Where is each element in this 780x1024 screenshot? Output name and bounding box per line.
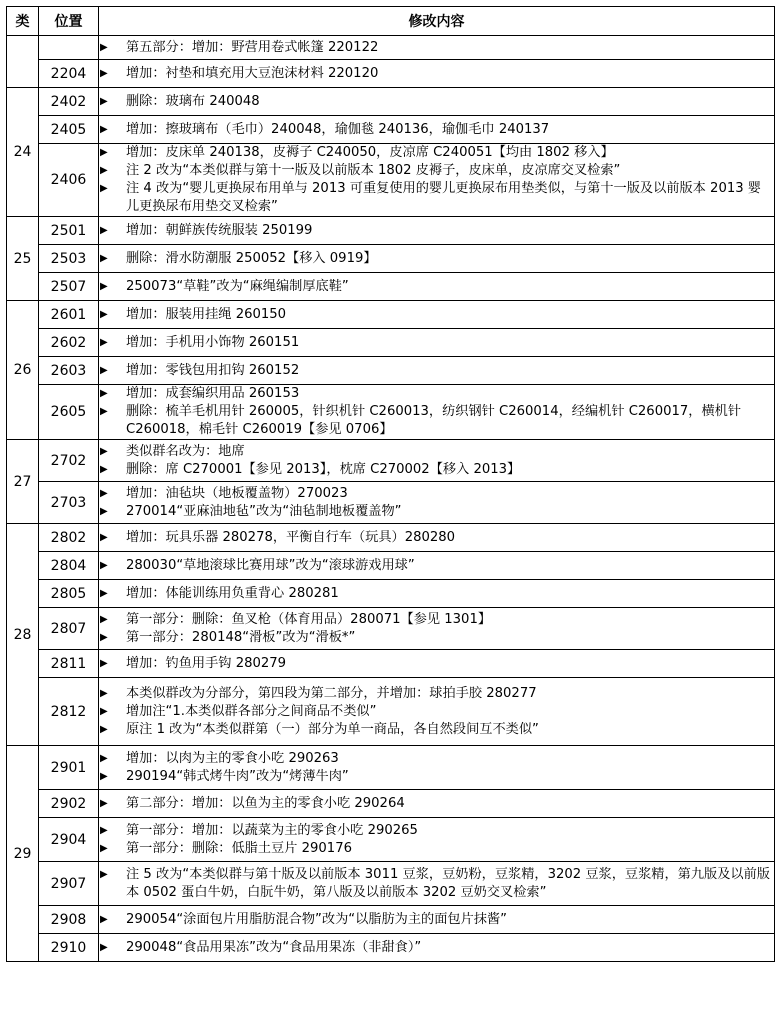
content-line [99, 485, 774, 503]
arrow-bullet-icon: ▶ [100, 913, 108, 925]
arrow-bullet-icon: ▶ [100, 336, 108, 348]
content-cell [99, 524, 775, 552]
content-text: 增加：体能训练用负重背心 280281 [126, 585, 339, 601]
content-line [99, 93, 774, 111]
arrow-bullet-icon: ▶ [100, 705, 108, 717]
table-row [7, 385, 775, 440]
content-text: 删除：席 C270001【参见 2013】，枕席 C270002【移入 2013】 [126, 461, 521, 477]
position-cell: 2804 [39, 552, 99, 580]
table-row [7, 678, 775, 746]
content-text: 本类似群改为分部分，第四段为第二部分，并增加：球拍手胶 280277 [126, 685, 537, 701]
position-cell: 2910 [39, 934, 99, 962]
arrow-bullet-icon: ▶ [100, 797, 108, 809]
table-row [7, 790, 775, 818]
content-line [99, 721, 774, 739]
position-cell: 2907 [39, 862, 99, 906]
content-text: 增加：皮床单 240138，皮褥子 C240050，皮凉席 C240051【均由 1802 移入】 [126, 145, 614, 160]
arrow-bullet-icon: ▶ [100, 824, 108, 836]
content-line [99, 162, 774, 180]
content-text: 250073“草鞋”改为“麻绳编制厚底鞋” [126, 278, 349, 294]
class-cell: 29 [7, 746, 39, 962]
content-text: 增加：玩具乐器 280278，平衡自行车（玩具）280280 [126, 529, 456, 545]
arrow-bullet-icon: ▶ [100, 770, 108, 782]
table-row [7, 934, 775, 962]
arrow-bullet-icon: ▶ [100, 224, 108, 236]
arrow-bullet-icon: ▶ [100, 123, 108, 135]
arrow-bullet-icon: ▶ [100, 388, 108, 399]
table-row [7, 36, 775, 60]
arrow-bullet-icon: ▶ [100, 631, 108, 643]
content-line [99, 768, 774, 786]
content-cell [99, 273, 775, 301]
content-line [99, 795, 774, 813]
class-cell: 27 [7, 440, 39, 524]
table-row [7, 580, 775, 608]
arrow-bullet-icon: ▶ [100, 463, 108, 475]
position-cell: 2904 [39, 818, 99, 862]
content-cell [99, 329, 775, 357]
content-text: 删除：玻璃布 240048 [126, 93, 260, 109]
table-row [7, 301, 775, 329]
content-text: 注 4 改为“婴儿更换尿布用单与 2013 可重复使用的婴儿更换尿布用垫类似，与第十一版及以前版本 2013 婴儿更换尿布用垫交叉检索” [126, 181, 761, 214]
content-cell [99, 790, 775, 818]
table-row [7, 245, 775, 273]
content-line [99, 65, 774, 83]
content-line [99, 278, 774, 296]
content-line [99, 822, 774, 840]
content-line [99, 685, 774, 703]
position-cell: 2901 [39, 746, 99, 790]
position-cell: 2602 [39, 329, 99, 357]
content-cell [99, 385, 775, 440]
arrow-bullet-icon: ▶ [100, 183, 108, 194]
arrow-bullet-icon: ▶ [100, 252, 108, 264]
content-line [99, 911, 774, 929]
content-cell [99, 217, 775, 245]
content-line [99, 362, 774, 380]
table-row [7, 144, 775, 217]
header-position: 位置 [39, 7, 99, 36]
table-row [7, 552, 775, 580]
content-text: 290194“韩式烤牛肉”改为“烤薄牛肉” [126, 768, 349, 784]
position-cell: 2703 [39, 482, 99, 524]
arrow-bullet-icon: ▶ [100, 587, 108, 599]
content-line [99, 461, 774, 479]
content-cell [99, 482, 775, 524]
table-row [7, 329, 775, 357]
content-text: 290054“涂面包片用脂肪混合物”改为“以脂肪为主的面包片抹酱” [126, 911, 507, 927]
class-cell: 25 [7, 217, 39, 301]
content-line [99, 39, 774, 57]
content-text: 注 2 改为“本类似群与第十一版及以前版本 1802 皮褥子，皮床单，皮凉席交叉检索” [126, 163, 621, 178]
table-body [7, 36, 775, 962]
content-text: 第二部分：增加：以鱼为主的零食小吃 290264 [126, 795, 405, 811]
content-cell [99, 60, 775, 88]
table-row [7, 116, 775, 144]
position-cell: 2405 [39, 116, 99, 144]
content-cell [99, 746, 775, 790]
table-row [7, 357, 775, 385]
content-text: 第五部分：增加：野营用卷式帐篷 220122 [126, 39, 379, 55]
content-line [99, 385, 774, 403]
position-cell: 2601 [39, 301, 99, 329]
content-line [99, 866, 774, 902]
content-text: 增加：以肉为主的零食小吃 290263 [126, 750, 339, 766]
position-cell: 2603 [39, 357, 99, 385]
table-row [7, 818, 775, 862]
content-text: 第一部分：增加：以蔬菜为主的零食小吃 290265 [126, 822, 418, 838]
arrow-bullet-icon: ▶ [100, 868, 108, 880]
table-row [7, 88, 775, 116]
table-row [7, 524, 775, 552]
content-text: 增加：手机用小饰物 260151 [126, 334, 300, 350]
arrow-bullet-icon: ▶ [100, 657, 108, 669]
position-cell: 2702 [39, 440, 99, 482]
class-cell [7, 36, 39, 88]
position-cell: 2501 [39, 217, 99, 245]
content-text: 增加：擦玻璃布（毛巾）240048，瑜伽毯 240136，瑜伽毛巾 240137 [126, 121, 550, 137]
content-text: 删除：梳羊毛机用针 260005，针织机针 C260013，纺织钢针 C260014，经编机针 C260017，横机针 C260018，棉毛针 C260019【参见 0706】 [126, 404, 742, 437]
table-row [7, 60, 775, 88]
content-cell [99, 608, 775, 650]
content-line [99, 629, 774, 647]
content-line [99, 121, 774, 139]
class-cell: 26 [7, 301, 39, 440]
content-line [99, 585, 774, 603]
arrow-bullet-icon: ▶ [100, 280, 108, 292]
position-cell: 2402 [39, 88, 99, 116]
arrow-bullet-icon: ▶ [100, 165, 108, 176]
content-line [99, 222, 774, 240]
position-cell: 2807 [39, 608, 99, 650]
content-line [99, 443, 774, 461]
arrow-bullet-icon: ▶ [100, 505, 108, 517]
arrow-bullet-icon: ▶ [100, 67, 108, 79]
content-cell [99, 144, 775, 217]
table-row [7, 746, 775, 790]
content-cell [99, 650, 775, 678]
content-text: 增加：油毡块（地板覆盖物）270023 [126, 485, 348, 501]
position-cell: 2605 [39, 385, 99, 440]
arrow-bullet-icon: ▶ [100, 687, 108, 699]
content-text: 270014“亚麻油地毡”改为“油毡制地板覆盖物” [126, 503, 402, 519]
content-text: 类似群名改为：地席 [126, 443, 245, 459]
arrow-bullet-icon: ▶ [100, 308, 108, 320]
content-line [99, 840, 774, 858]
content-text: 注 5 改为“本类似群与第十版及以前版本 3011 豆浆，豆奶粉，豆浆精，3202 豆浆，豆浆精，第九版及以前版本 0502 蛋白牛奶，白朊牛奶，第八版及以前版本 3202 豆奶交叉检索” [126, 866, 770, 900]
content-line [99, 557, 774, 575]
arrow-bullet-icon: ▶ [100, 41, 108, 53]
content-text: 290048“食品用果冻”改为“食品用果冻（非甜食）” [126, 939, 422, 955]
content-text: 增加：服装用挂绳 260150 [126, 306, 287, 322]
header-class: 类 [7, 7, 39, 36]
content-text: 第一部分：删除：低脂土豆片 290176 [126, 840, 352, 856]
content-text: 原注 1 改为“本类似群第（一）部分为单一商品，各自然段间互不类似” [126, 721, 539, 737]
content-text: 第一部分：删除：鱼叉枪（体育用品）280071【参见 1301】 [126, 611, 492, 627]
position-cell: 2811 [39, 650, 99, 678]
content-line [99, 503, 774, 521]
header-content: 修改内容 [99, 7, 775, 36]
position-cell: 2503 [39, 245, 99, 273]
arrow-bullet-icon: ▶ [100, 531, 108, 543]
content-line [99, 939, 774, 957]
content-cell [99, 440, 775, 482]
content-text: 增加注“1.本类似群各部分之间商品不类似” [126, 703, 377, 719]
position-cell: 2507 [39, 273, 99, 301]
content-cell [99, 245, 775, 273]
position-cell: 2406 [39, 144, 99, 217]
arrow-bullet-icon: ▶ [100, 487, 108, 499]
table-row [7, 650, 775, 678]
table-row [7, 273, 775, 301]
content-text: 增加：成套编织用品 260153 [126, 386, 300, 401]
table-row [7, 906, 775, 934]
content-cell [99, 301, 775, 329]
arrow-bullet-icon: ▶ [100, 842, 108, 854]
content-cell [99, 862, 775, 906]
position-cell: 2805 [39, 580, 99, 608]
table-row [7, 482, 775, 524]
content-text: 增加：零钱包用扣钩 260152 [126, 362, 300, 378]
content-line [99, 403, 774, 439]
content-line [99, 180, 774, 216]
class-cell: 28 [7, 524, 39, 746]
content-text: 增加：朝鲜族传统服装 250199 [126, 222, 313, 238]
content-cell [99, 36, 775, 60]
arrow-bullet-icon: ▶ [100, 559, 108, 571]
arrow-bullet-icon: ▶ [100, 364, 108, 376]
content-cell [99, 934, 775, 962]
content-line [99, 611, 774, 629]
content-cell [99, 552, 775, 580]
position-cell [39, 36, 99, 60]
table-row [7, 217, 775, 245]
content-text: 删除：滑水防潮服 250052【移入 0919】 [126, 250, 377, 266]
content-line [99, 306, 774, 324]
content-line [99, 655, 774, 673]
position-cell: 2902 [39, 790, 99, 818]
content-line [99, 750, 774, 768]
content-line [99, 703, 774, 721]
position-cell: 2812 [39, 678, 99, 746]
position-cell: 2908 [39, 906, 99, 934]
content-line [99, 250, 774, 268]
content-text: 280030“草地滚球比赛用球”改为“滚球游戏用球” [126, 557, 415, 573]
amendment-table [6, 6, 775, 962]
arrow-bullet-icon: ▶ [100, 613, 108, 625]
arrow-bullet-icon: ▶ [100, 752, 108, 764]
class-cell: 24 [7, 88, 39, 217]
content-text: 增加：衬垫和填充用大豆泡沫材料 220120 [126, 65, 379, 81]
content-cell [99, 116, 775, 144]
table-row [7, 608, 775, 650]
table-header-row [7, 7, 775, 36]
arrow-bullet-icon: ▶ [100, 147, 108, 158]
content-line [99, 334, 774, 352]
content-cell [99, 906, 775, 934]
content-cell [99, 88, 775, 116]
content-cell [99, 678, 775, 746]
content-cell [99, 818, 775, 862]
table-row [7, 862, 775, 906]
table-row [7, 440, 775, 482]
arrow-bullet-icon: ▶ [100, 723, 108, 735]
arrow-bullet-icon: ▶ [100, 95, 108, 107]
content-text: 增加：钓鱼用手钩 280279 [126, 655, 287, 671]
content-cell [99, 580, 775, 608]
arrow-bullet-icon: ▶ [100, 941, 108, 953]
position-cell: 2204 [39, 60, 99, 88]
position-cell: 2802 [39, 524, 99, 552]
content-line [99, 529, 774, 547]
content-line [99, 144, 774, 162]
arrow-bullet-icon: ▶ [100, 445, 108, 457]
content-cell [99, 357, 775, 385]
content-text: 第一部分：280148“滑板”改为“滑板*” [126, 629, 356, 645]
arrow-bullet-icon: ▶ [100, 406, 108, 417]
